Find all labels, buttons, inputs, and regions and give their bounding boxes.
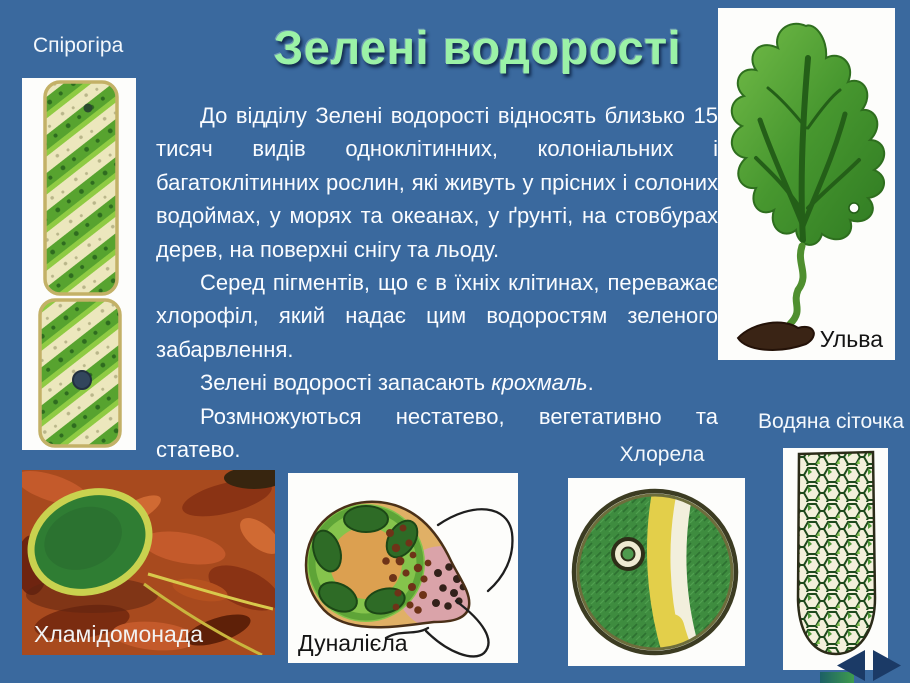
ulva-label: Ульва [819, 326, 883, 352]
chlorella-image [568, 478, 745, 666]
spirogyra-illustration [22, 78, 136, 450]
water-net-label: Водяна сіточка [758, 410, 904, 433]
chlorella-illustration [568, 478, 745, 666]
ulva-illustration [718, 8, 895, 360]
paragraph-3-text: Зелені водорості запасають [200, 370, 492, 396]
spirogyra-label: Спірогіра [33, 34, 124, 57]
paragraph-3-italic-term: крохмаль [491, 370, 588, 396]
paragraph-3-period: . [587, 370, 594, 396]
body-text [156, 99, 718, 466]
paragraph-1: До відділу Зелені водорості відносять близько 15 тисяч видів одноклітинних, колоніальних і багатоклітинних рослин, які живуть у прісних і солоних водоймах, у морях та океанах, у ґрунті, на стовбурах дерев, на поверхні снігу та льоду. [156, 103, 718, 262]
water-net-illustration [783, 448, 888, 670]
paragraph-2: Серед пігментів, що є в їхніх клітинах, переважає хлорофіл, який надає цим водоростям зеленого забарвлення. [156, 270, 718, 362]
paragraph-4: Розмножуються нестатево, вегетативно та статево. [156, 403, 718, 463]
dunaliella-image [288, 473, 518, 663]
chlamydomonas-label: Хламідомонада [34, 621, 203, 647]
page-title: Зелені водорості [273, 21, 682, 74]
ulva-image [718, 8, 895, 360]
paragraph-3 [156, 366, 718, 399]
chlorella-label: Хлорела [619, 443, 705, 466]
chlamydomonas-image [22, 470, 275, 655]
next-slide-arrow-icon[interactable] [872, 649, 903, 682]
prev-slide-arrow-icon[interactable] [835, 649, 866, 682]
spirogyra-image [22, 78, 136, 450]
dunaliella-label: Дуналієла [298, 630, 408, 656]
water-net-image [783, 448, 888, 670]
